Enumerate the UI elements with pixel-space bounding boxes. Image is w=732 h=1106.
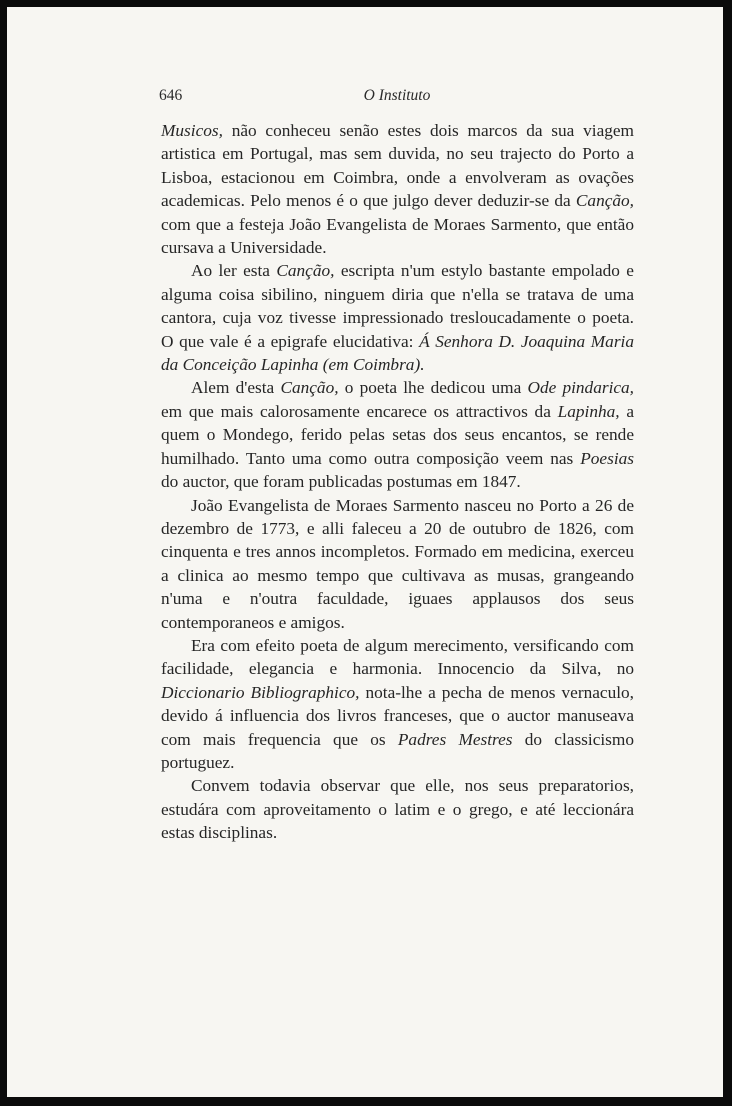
text-run: João Evangelista de Moraes Sarmento nasceu no Porto a 26 de dezembro de 1773, e alli faleceu a 20 de outubro de 1826, com cinquenta e tres annos incompletos. Formado em medicina, exerceu a clinica ao mesmo tempo que cultivava as musas, grangeando n'uma e n'outra faculdade, iguaes applausos dos seus contemporaneos e amigos. [161,495,634,632]
text-run: Era com efeito poeta de algum merecimento, versificando com facilidade, elegancia e harmonia. Innocencio da Silva, no [161,635,634,679]
paragraph [161,634,634,774]
running-title: O Instituto [363,87,431,104]
text-run: em que mais calorosamente encarece os attractivos da [161,401,558,421]
italic-text: Padres Mestres [397,729,513,749]
text-run: não conheceu senão estes dois marcos da sua viagem artistica em Portugal, mas sem duvida, no seu trajecto do Porto a Lisboa, estacionou em Coimbra, onde a envolveram as ovações academicas. Pelo menos é o que julgo dever deduzir-se da [161,121,634,211]
paragraph [161,774,634,844]
paragraph [161,376,634,493]
text-run: nota-lhe a pecha de menos vernaculo, devido á influencia dos livros franceses, que o auctor manuseava com mais frequencia que os [161,682,634,749]
text-run: a quem o Mondego, ferido pelas setas dos seus encantos, se rende humilhado. Tanto uma como outra composição veem nas [161,401,634,468]
text-run: o poeta lhe dedicou uma [338,378,528,398]
body-text [161,119,634,845]
text-run: do auctor, que foram publicadas postumas em 1847. [161,472,521,492]
italic-text: Canção, [280,378,339,398]
text-run: Ao ler esta [191,261,277,281]
italic-text: Ode pindarica, [527,378,634,398]
paragraph [161,494,634,634]
text-run: do classicismo portuguez. [161,729,634,772]
italic-text: Lapinha, [557,401,620,421]
page-number: 646 [159,87,183,104]
italic-text: Canção, [575,191,634,211]
italic-text: Musicos, [161,121,223,140]
text-run: com que a festeja João Evangelista de Moraes Sarmento, que então cursava a Universidade. [161,214,634,258]
text-run: escripta n'um estylo bastante empolado e alguma coisa sibilino, ninguem diria que n'ella se tratava de uma cantora, cuja voz tivesse impressionado tresloucadamente o poeta. O que vale é a epigrafe elucidativa: [161,261,634,351]
italic-text: Diccionario Bibliographico, [161,682,360,702]
text-run: Convem todavia observar que elle, nos seus preparatorios, estudára com aproveitamento o latim e o grego, e até leccionára estas disciplinas. [161,776,634,843]
italic-text: Poesias [580,448,634,468]
book-page [7,7,723,1097]
paragraph [161,259,634,376]
text-run: Alem d'esta [191,378,281,398]
italic-text: Á Senhora D. Joaquina Maria da Conceição Lapinha (em Coimbra). [161,331,634,375]
italic-text: Canção, [276,261,335,281]
paragraph [161,119,634,259]
